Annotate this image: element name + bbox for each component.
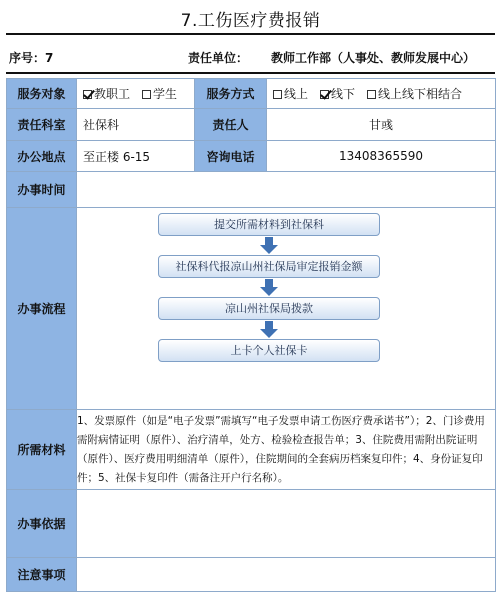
checkbox-checked-icon <box>83 90 92 99</box>
row-location <box>7 141 496 172</box>
checkbox-empty-icon <box>142 90 151 99</box>
process-step-1: 提交所需材料到社保科 <box>158 213 380 236</box>
office-label: 责任科室 <box>7 109 77 141</box>
hours-label: 办事时间 <box>7 172 77 208</box>
notes-label: 注意事项 <box>7 558 77 592</box>
row-service <box>7 79 496 109</box>
option-hybrid-label: 线上线下相结合 <box>378 87 463 101</box>
person-label: 责任人 <box>195 109 267 141</box>
materials-value: 1、发票原件（如是“电子发票”需填写“电子发票申请工伤医疗费承诺书”）；2、门诊费用需附病情证明（原件）、治疗清单，处方、检验检查报告单；3、住院费用需附出院证明（原件）、医疗费用明细清单（原件），住院期间的全套病历档案复印件；4、身份证复印件；5、社保卡复印件（需备注开户行名称）。 <box>77 410 496 490</box>
service-target-label: 服务对象 <box>7 79 77 109</box>
phone-value: 13408365590 <box>267 141 496 172</box>
checkbox-checked-icon <box>320 90 329 99</box>
option-online-label: 线上 <box>284 87 309 101</box>
page-title: 7.工伤医疗费报销 <box>180 11 321 31</box>
responsible-unit-label: 责任单位： <box>188 51 249 65</box>
checkbox-empty-icon <box>367 90 376 99</box>
basis-label: 办事依据 <box>7 490 77 558</box>
option-student-label: 学生 <box>153 87 178 101</box>
person-value: 甘彧 <box>267 109 496 141</box>
down-arrow-icon <box>260 321 278 338</box>
row-materials <box>7 410 496 490</box>
office-value: 社保科 <box>77 109 195 141</box>
row-office <box>7 109 496 141</box>
row-hours <box>7 172 496 208</box>
option-online[interactable] <box>273 85 308 102</box>
process-flow <box>77 208 496 410</box>
notes-value <box>77 558 496 592</box>
row-basis <box>7 490 496 558</box>
meta-divider <box>6 72 495 74</box>
service-target-options <box>77 79 195 109</box>
process-step-2: 社保科代报凉山州社保局审定报销金额 <box>158 255 380 278</box>
row-notes <box>7 558 496 592</box>
option-staff[interactable] <box>83 85 130 102</box>
checkbox-empty-icon <box>273 90 282 99</box>
location-label: 办公地点 <box>7 141 77 172</box>
option-offline[interactable] <box>320 85 355 102</box>
down-arrow-icon <box>260 279 278 296</box>
service-mode-label: 服务方式 <box>195 79 267 109</box>
process-step-4: 上卡个人社保卡 <box>158 339 380 362</box>
materials-label: 所需材料 <box>7 410 77 490</box>
phone-label: 咨询电话 <box>195 141 267 172</box>
option-staff-label: 教职工 <box>94 87 131 101</box>
option-hybrid[interactable] <box>367 85 462 102</box>
title-divider <box>6 33 495 35</box>
service-info-table <box>6 78 496 592</box>
basis-value <box>77 490 496 558</box>
hours-value <box>77 172 496 208</box>
process-step-3: 凉山州社保局拨款 <box>158 297 380 320</box>
serial-number: 序号：7 <box>9 51 54 65</box>
option-student[interactable] <box>142 85 177 102</box>
responsible-unit-value: 教师工作部（人事处、教师发展中心） <box>271 51 476 65</box>
service-mode-options <box>267 79 496 109</box>
row-process <box>7 208 496 410</box>
location-value: 至正楼 6-15 <box>77 141 195 172</box>
option-offline-label: 线下 <box>331 87 356 101</box>
process-label: 办事流程 <box>7 208 77 410</box>
down-arrow-icon <box>260 237 278 254</box>
